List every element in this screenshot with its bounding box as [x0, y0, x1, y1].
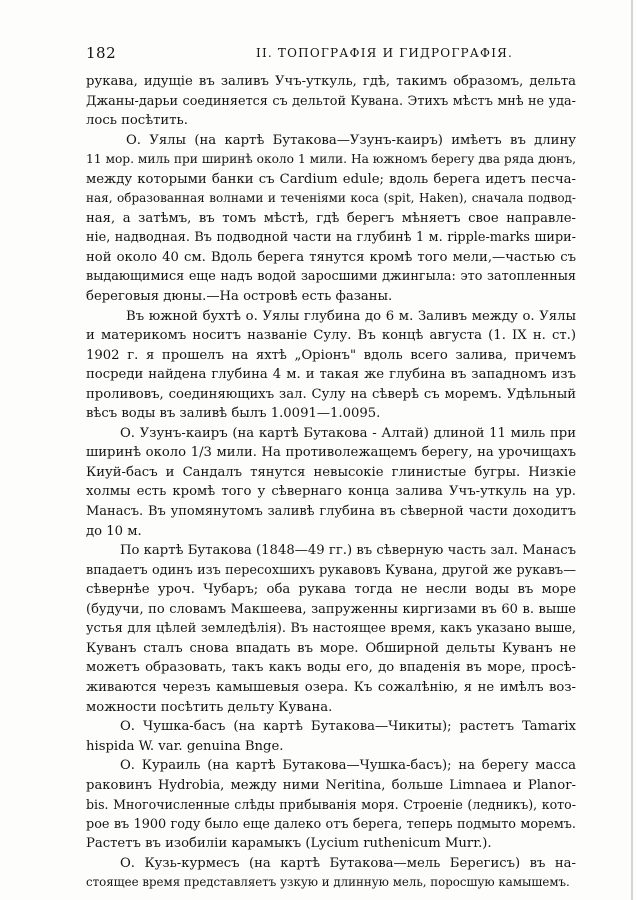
text-line: и материкомъ носитъ названіе Сулу. Въ концѣ августа (1. IX н. ст.): [86, 328, 576, 344]
page-number: 182: [86, 44, 117, 62]
paragraph-kurail: [86, 756, 576, 854]
text-line: вѣсъ воды въ заливѣ былъ 1.0091—1.0095.: [86, 406, 381, 422]
text-line: рукава, идущіе въ заливъ Учъ-уткуль, гдѣ, такимъ образомъ, дельта: [86, 74, 576, 89]
paragraph-kuz-kurmes: [86, 854, 576, 893]
text-line: впадаетъ одинъ изъ пересохшихъ рукавовъ Кувана, другой же рукавъ—: [86, 562, 576, 578]
text-line: береговыя дюны.—На островѣ есть фазаны.: [86, 289, 393, 305]
text-line: устья для цѣлей земледѣлія). Въ настоящее время, какъ указано выше,: [86, 621, 576, 637]
text-line: ширинѣ около 1/3 мили. На противолежащемъ берегу, на урочищахъ: [86, 445, 576, 461]
text-line: выдающимися еще надъ водой заросшими джингыла: это затопленныя: [86, 269, 576, 285]
text-line: 11 мор. миль при ширинѣ около 1 мили. На южномъ берегу два ряда дюнъ,: [86, 152, 576, 167]
text-line: (будучи, по словамъ Макшеева, запруженны киргизами въ 60 в. выше: [86, 601, 576, 617]
text-line: hispida W. var. genuina Bnge.: [86, 738, 284, 754]
text-line: проливовъ, соединяющихъ зал. Сулу на сѣверѣ съ моремъ. Удѣльный: [86, 386, 576, 402]
text-line: между которыми банки съ Cardium edule; вдоль берега идетъ песча-: [86, 171, 576, 187]
text-line: О. Чушка-басъ (на картѣ Бутакова—Чикиты); растетъ Tamarix: [120, 719, 576, 735]
paragraph-delta: [86, 72, 576, 131]
text-line: bis. Многочисленные слѣды прибыванія моря. Строеніе (ледникъ), кото-: [86, 797, 576, 813]
text-line: О. Узунъ-каиръ (на картѣ Бутакова - Алтай) длиной 11 миль при: [120, 425, 576, 441]
body-text: [86, 72, 576, 893]
paragraph-chushka-bas: [86, 717, 576, 756]
text-line: посреди найдена глубина 4 м. и такая же глубина въ западномъ изъ: [86, 367, 576, 383]
paragraph-uyaly: [86, 131, 576, 307]
text-line: По картѣ Бутакова (1848—49 гг.) въ сѣверную часть зал. Манасъ: [120, 543, 576, 559]
text-line: можности посѣтить дельту Кувана.: [86, 699, 333, 715]
text-line: Куванъ сталъ снова впадать въ море. Обширной дельты Куванъ не: [86, 640, 576, 656]
paragraph-south-bay: [86, 307, 576, 424]
text-line: раковинъ Hydrobia, между ними Neritina, больше Limnaea и Planor-: [86, 777, 576, 793]
paragraph-butakov-map: [86, 541, 576, 717]
running-title: II. ТОПОГРАФІЯ И ГИДРОГРАФІЯ.: [256, 46, 514, 60]
text-line: лось посѣтить.: [86, 113, 188, 129]
text-line: холмы есть кромѣ того у сѣвернаго конца залива Учъ-уткуль на ур.: [86, 484, 576, 500]
text-line: О. Кузь-курмесъ (на картѣ Бутакова—мель Берегисъ) въ на-: [120, 855, 576, 871]
text-line: О. Уялы (на картѣ Бутакова—Узунъ-каиръ) имѣетъ въ длину: [126, 132, 576, 148]
text-line: Манасъ. Въ упомянутомъ заливѣ глубина въ сѣверной части доходитъ: [86, 504, 576, 520]
page-header: [86, 44, 572, 64]
text-line: сѣвернѣе уроч. Чубаръ; оба рукава тогда не несли воды въ море: [86, 582, 576, 598]
text-line: О. Кураиль (на картѣ Бутакова—Чушка-басъ); на берегу масса: [120, 758, 576, 774]
text-line: живаются черезъ камышевыя озера. Къ сожалѣнію, я не имѣлъ воз-: [86, 679, 576, 695]
text-line: можетъ образовать, такъ какъ воды его, до впаденія въ море, просѣ-: [86, 660, 576, 676]
text-line: рое въ 1900 году было еще далеко отъ берега, теперь подмыто моремъ.: [86, 816, 576, 832]
text-line: 1902 г. я прошелъ на яхтѣ „Оріонъ" вдоль всего залива, причемъ: [86, 347, 576, 363]
text-line: Киуй-басъ и Сандалъ тянутся невысокіе глинистые бугры. Низкіе: [86, 464, 576, 480]
text-line: Въ южной бухтѣ о. Уялы глубина до 6 м. Заливъ между о. Уялы: [126, 308, 576, 324]
page-edge-shadow: [631, 0, 633, 900]
text-line: Растетъ въ изобиліи карамыкъ (Lycium ruthenicum Murr.).: [86, 836, 492, 852]
text-line: стоящее время представляетъ узкую и длинную мель, поросшую камышемъ.: [86, 875, 570, 890]
text-line: до 10 м.: [86, 523, 142, 539]
text-line: ной около 40 см. Вдоль берега тянутся кромѣ того мели,—частью съ: [86, 249, 576, 265]
text-line: ніе, надводная. Въ подводной части на глубинѣ 1 м. ripple-marks шири-: [86, 230, 576, 246]
text-line: Джаны-дарьи соединяется съ дельтой Кувана. Этихъ мѣстъ мнѣ не уда-: [86, 93, 576, 109]
text-line: ная, а затѣмъ, въ томъ мѣстѣ, гдѣ берегъ мѣняетъ свое направле-: [86, 210, 576, 226]
paragraph-uzun-kair: [86, 424, 576, 541]
text-line: ная, образованная волнами и теченіями коса (spit, Haken), сначала подвод-: [86, 191, 576, 206]
